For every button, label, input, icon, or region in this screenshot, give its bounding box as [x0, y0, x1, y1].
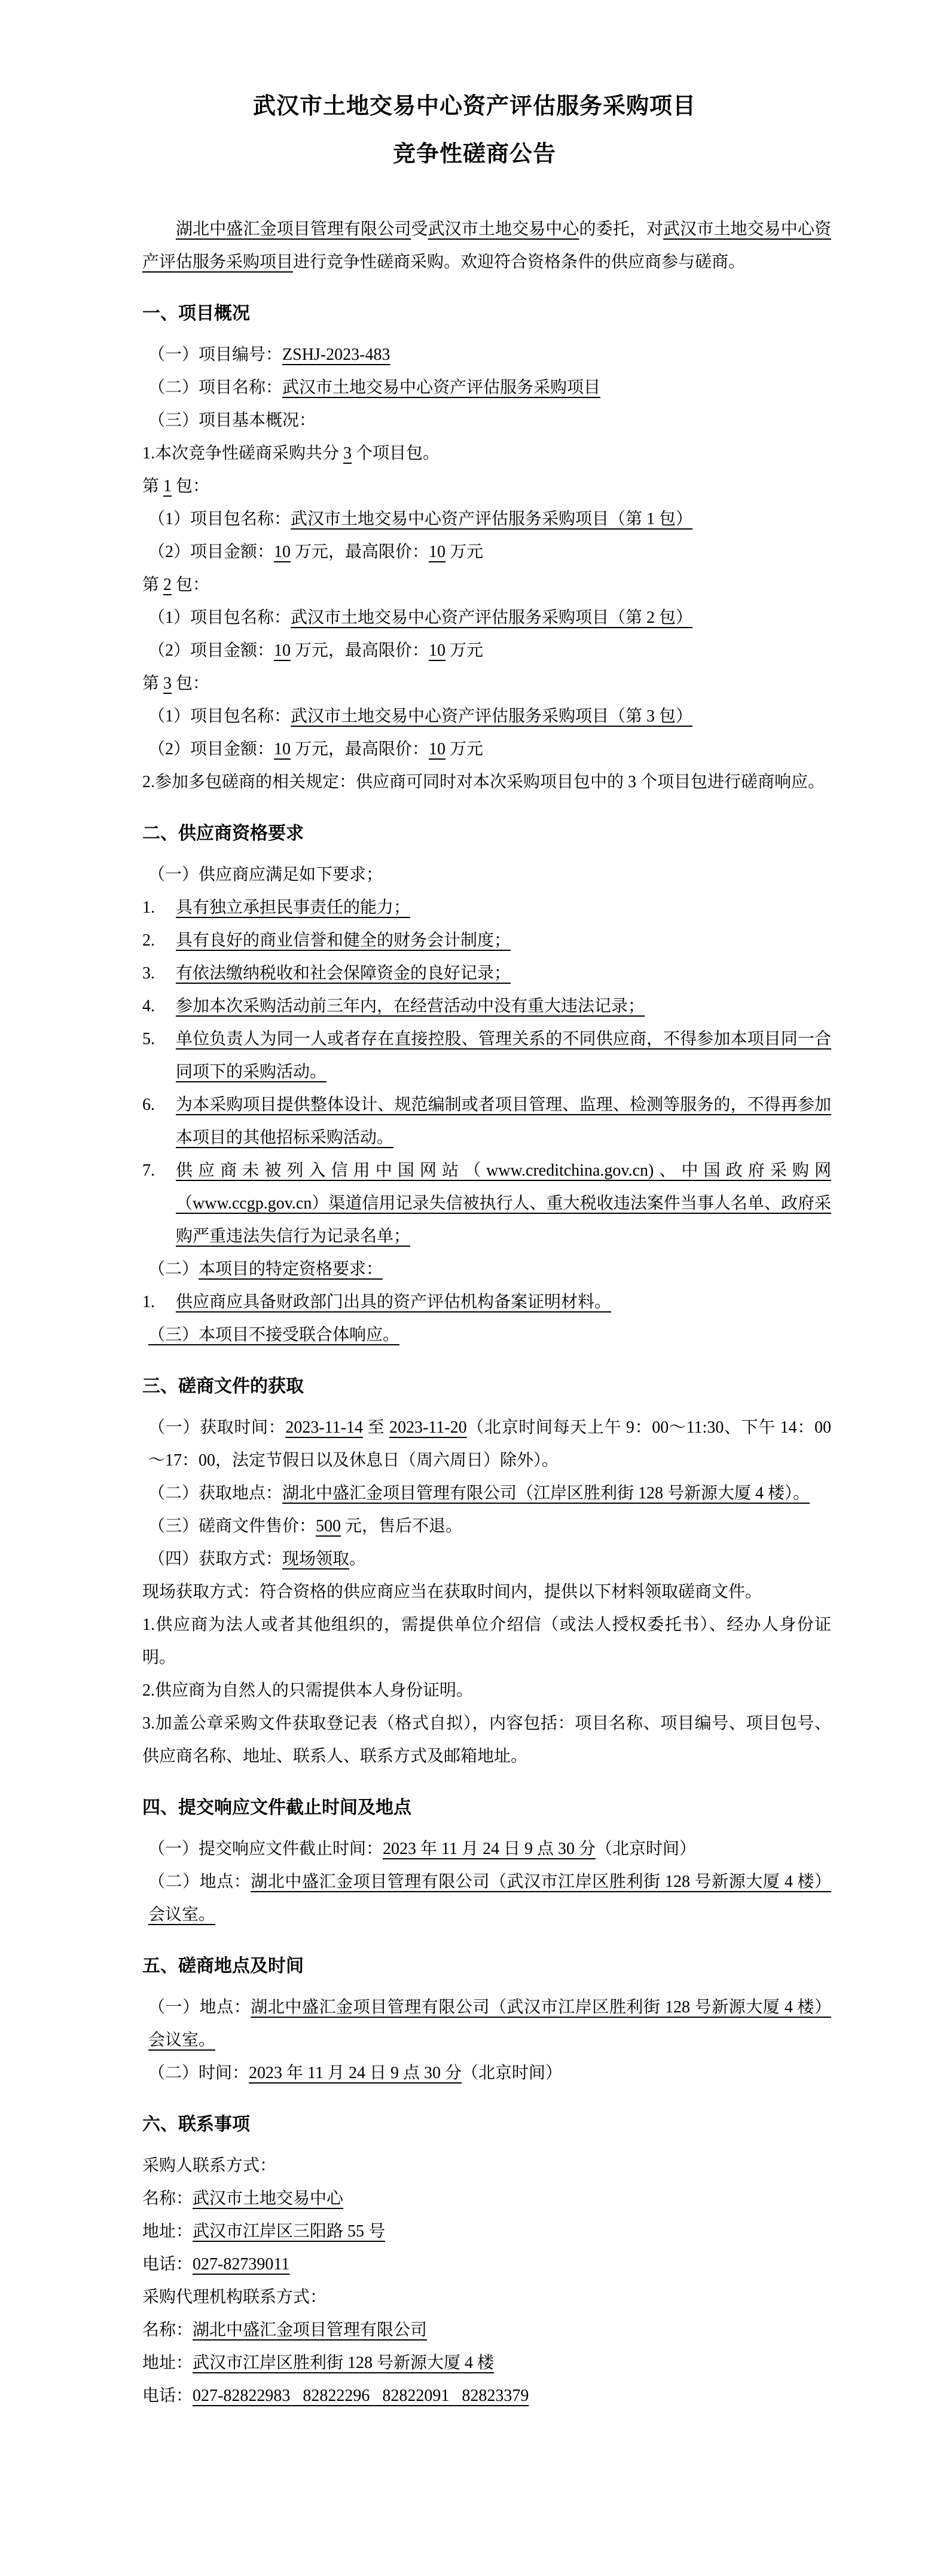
text-segment: 名称：	[142, 2189, 193, 2208]
text-segment: 第	[142, 477, 164, 495]
section-heading	[142, 1370, 831, 1403]
doc-paragraph	[142, 733, 831, 766]
underlined-text: 湖北中盛汇金项目管理有限公司	[176, 220, 411, 238]
doc-paragraph	[142, 601, 831, 634]
text-segment: 第	[142, 674, 164, 693]
underlined-text: 10	[274, 641, 291, 660]
text-segment: 万元	[445, 543, 484, 561]
underlined-text: 武汉市土地交易中心资产评估服务采购项目（第 3 包）	[291, 707, 693, 726]
text-segment: 个项目包。	[352, 444, 440, 463]
list-number: 5.	[142, 1030, 155, 1048]
underlined-text: 参加本次采购活动前三年内，在经营活动中没有重大违法记录；	[176, 997, 645, 1015]
underlined-text: 湖北中盛汇金项目管理有限公司（武汉市江岸区胜利街 128 号新源大厦 4 楼）会议室。	[148, 1873, 831, 1924]
underlined-text: 027-82822983 82822296 82822091 82823379	[193, 2387, 529, 2405]
text-segment: 三、磋商文件的获取	[142, 1376, 304, 1396]
underlined-text: 10	[429, 641, 446, 660]
underlined-text: 10	[429, 543, 446, 561]
doc-paragraph	[142, 2149, 831, 2182]
text-segment: （三）项目基本概况：	[148, 411, 316, 430]
doc-paragraph	[142, 338, 831, 371]
underlined-text: 为本采购项目提供整体设计、规范编制或者项目管理、监理、检测等服务的，不得再参加本项目的其他招标采购活动。	[176, 1096, 831, 1147]
text-segment: 包：	[172, 576, 210, 594]
doc-paragraph	[142, 1674, 831, 1707]
doc-paragraph	[142, 700, 831, 733]
underlined-text: 10	[274, 543, 291, 561]
text-segment: （2）项目金额：	[148, 641, 274, 660]
list-number: 1.	[142, 1293, 155, 1311]
underlined-text: 3	[343, 444, 352, 463]
doc-paragraph	[142, 1411, 831, 1477]
numbered-item	[142, 924, 831, 957]
text-segment: （二）地点：	[148, 1873, 251, 1891]
text-segment: 二、供应商资格要求	[142, 824, 304, 843]
text-segment: （二）时间：	[148, 2064, 249, 2082]
text-segment: （1）项目包名称：	[148, 510, 291, 528]
underlined-text: 供应商未被列入信用中国网站（www.creditchina.gov.cn)、中国政府采购网（www.ccgp.gov.cn）渠道信用记录失信被执行人、重大税收违法案件当事人名单、政府采购严重违法失信行为记录名单；	[176, 1161, 831, 1246]
doc-paragraph	[142, 470, 831, 503]
document-body	[142, 213, 831, 2412]
doc-paragraph	[142, 2346, 831, 2379]
text-segment: 包：	[172, 674, 210, 693]
underlined-text: 本项目的特定资格要求：	[199, 1260, 383, 1278]
text-segment: 3.加盖公章采购文件获取登记表（格式自拟），内容包括：项目名称、项目编号、项目包号、供应商名称、地址、联系人、联系方式及邮箱地址。	[142, 1714, 831, 1766]
text-segment: （二）获取地点：	[148, 1484, 283, 1503]
doc-title-line-2: 竞争性磋商公告	[392, 142, 556, 167]
text-segment: 。	[349, 1550, 367, 1568]
underlined-text: 10	[274, 740, 291, 758]
text-segment: 地址：	[142, 2354, 193, 2372]
text-segment: 采购人联系方式：	[142, 2156, 277, 2175]
doc-paragraph	[142, 568, 831, 601]
doc-paragraph	[142, 2182, 831, 2215]
numbered-item	[142, 891, 831, 924]
underlined-text: 武汉市土地交易中心资产评估服务采购项目	[282, 378, 601, 397]
numbered-item	[142, 1088, 831, 1154]
list-number: 4.	[142, 997, 155, 1015]
underlined-text: 具有良好的商业信誉和健全的财务会计制度；	[176, 931, 511, 950]
section-heading	[142, 1791, 831, 1824]
doc-paragraph	[142, 1707, 831, 1773]
intro-paragraph	[142, 213, 831, 279]
doc-paragraph	[142, 858, 831, 891]
doc-paragraph	[142, 1832, 831, 1865]
text-segment: 电话：	[142, 2255, 193, 2274]
doc-paragraph	[142, 1608, 831, 1674]
underlined-text: 武汉市土地交易中心	[193, 2189, 344, 2208]
list-number: 1.	[142, 898, 155, 917]
doc-paragraph	[142, 1865, 831, 1931]
text-segment: 2.供应商为自然人的只需提供本人身份证明。	[142, 1681, 474, 1700]
list-number: 6.	[142, 1096, 155, 1114]
text-segment: （一）获取时间：	[148, 1418, 286, 1437]
underlined-text: 现场领取	[282, 1550, 350, 1568]
text-segment: 五、磋商地点及时间	[142, 1956, 304, 1976]
doc-paragraph	[142, 1543, 831, 1575]
text-segment: 万元	[445, 641, 484, 660]
text-segment: 名称：	[142, 2321, 193, 2339]
underlined-text: 武汉市江岸区三阳路 55 号	[193, 2222, 386, 2241]
text-segment: 万元，最高限价：	[291, 543, 429, 561]
document-title	[0, 82, 949, 178]
text-segment: 进行竞争性磋商采购。欢迎符合资格条件的供应商参与磋商。	[293, 253, 746, 271]
doc-paragraph	[142, 2281, 831, 2314]
underlined-text: 武汉市土地交易中心	[428, 220, 579, 238]
list-number: 3.	[142, 964, 155, 983]
underlined-text: 3	[163, 674, 172, 693]
underlined-text: 2023 年 11 月 24 日 9 点 30 分	[383, 1840, 596, 1858]
doc-paragraph	[142, 437, 831, 470]
underlined-text: 湖北中盛汇金项目管理有限公司（武汉市江岸区胜利街 128 号新源大厦 4 楼）会议室。	[148, 1998, 831, 2049]
doc-paragraph	[142, 1991, 831, 2057]
doc-paragraph	[142, 2248, 831, 2281]
underlined-text: 武汉市土地交易中心资产评估服务采购项目	[142, 220, 831, 271]
text-segment: （三）磋商文件售价：	[148, 1517, 316, 1535]
underlined-text: 2023-11-14	[285, 1418, 363, 1437]
underlined-text: 2	[163, 576, 172, 594]
text-segment: 采购代理机构联系方式：	[142, 2288, 327, 2306]
text-segment: （一）供应商应满足如下要求；	[148, 865, 383, 884]
text-segment: （二）	[148, 1260, 199, 1278]
doc-paragraph	[142, 667, 831, 700]
text-segment: 受	[411, 220, 428, 238]
underlined-text: （三）本项目不接受联合体响应。	[148, 1326, 400, 1344]
underlined-text: 湖北中盛汇金项目管理有限公司（江岸区胜利街 128 号新源大厦 4 楼）。	[282, 1484, 810, 1503]
text-segment: （2）项目金额：	[148, 543, 274, 561]
underlined-text: 武汉市土地交易中心资产评估服务采购项目（第 1 包）	[291, 510, 693, 528]
numbered-item	[142, 957, 831, 990]
text-segment: 1.本次竞争性磋商采购共分	[142, 444, 344, 463]
section-heading	[142, 1950, 831, 1983]
text-segment: 至	[362, 1418, 389, 1437]
underlined-text: 有依法缴纳税收和社会保障资金的良好记录；	[176, 964, 511, 983]
underlined-text: 供应商应具备财政部门出具的资产评估机构备案证明材料。	[176, 1293, 612, 1311]
text-segment: 第	[142, 576, 164, 594]
underlined-text: 湖北中盛汇金项目管理有限公司	[193, 2321, 428, 2339]
underlined-text: ZSHJ-2023-483	[282, 345, 390, 364]
numbered-item	[142, 1023, 831, 1088]
section-heading	[142, 2108, 831, 2141]
text-segment: 1.供应商为法人或者其他组织的，需提供单位介绍信（或法人授权委托书）、经办人身份证明。	[142, 1616, 831, 1667]
text-segment: 万元	[445, 740, 484, 758]
underlined-text: 武汉市土地交易中心资产评估服务采购项目（第 2 包）	[291, 608, 693, 627]
doc-paragraph	[142, 634, 831, 667]
underlined-text: 武汉市江岸区胜利街 128 号新源大厦 4 楼	[193, 2354, 495, 2372]
underlined-text: 500	[316, 1517, 341, 1535]
doc-paragraph	[142, 2379, 831, 2412]
text-segment: 万元，最高限价：	[291, 641, 429, 660]
text-segment: 六、联系事项	[142, 2115, 250, 2134]
text-segment: 的委托，对	[579, 220, 664, 238]
text-segment: （2）项目金额：	[148, 740, 274, 758]
doc-paragraph	[142, 1510, 831, 1543]
section-heading	[142, 297, 831, 330]
doc-paragraph	[142, 371, 831, 404]
doc-paragraph	[142, 536, 831, 568]
underlined-text: 027-82739011	[193, 2255, 290, 2274]
doc-paragraph	[142, 404, 831, 437]
text-segment: （四）获取方式：	[148, 1550, 283, 1568]
list-number: 2.	[142, 931, 155, 950]
list-number: 7.	[142, 1161, 155, 1180]
numbered-item	[142, 1286, 831, 1318]
text-segment: 包：	[172, 477, 210, 495]
numbered-item	[142, 990, 831, 1023]
text-segment: （北京时间）	[461, 2064, 562, 2082]
text-segment: （一）地点：	[148, 1998, 251, 2017]
underlined-text: 单位负责人为同一人或者存在直接控股、管理关系的不同供应商，不得参加本项目同一合同项下的采购活动。	[176, 1030, 831, 1081]
doc-paragraph	[142, 503, 831, 536]
section-heading	[142, 817, 831, 850]
text-segment: 四、提交响应文件截止时间及地点	[142, 1798, 411, 1818]
doc-paragraph	[142, 1477, 831, 1510]
doc-paragraph	[142, 1253, 831, 1286]
text-segment: （二）项目名称：	[148, 378, 283, 397]
underlined-text: 1	[163, 477, 172, 495]
text-segment: 现场获取方式：符合资格的供应商应当在获取时间内，提供以下材料领取磋商文件。	[142, 1583, 762, 1601]
text-segment: （1）项目包名称：	[148, 707, 291, 726]
text-segment: （1）项目包名称：	[148, 608, 291, 627]
text-segment: （北京时间）	[595, 1840, 696, 1858]
doc-title-line-1: 武汉市土地交易中心资产评估服务采购项目	[252, 94, 696, 119]
text-segment: 万元，最高限价：	[291, 740, 429, 758]
underlined-text: 2023-11-20	[389, 1418, 467, 1437]
text-segment: （北京时间每天上午 9：00～11:30、下午 14：00～17：00，法定节假日以及休息日（周六周日）除外）。	[148, 1418, 831, 1470]
doc-paragraph	[142, 766, 831, 799]
text-segment: 元，售后不退。	[341, 1517, 463, 1535]
underlined-text: 具有独立承担民事责任的能力；	[176, 898, 411, 917]
text-segment: 一、项目概况	[142, 304, 250, 323]
text-segment: （一）项目编号：	[148, 345, 283, 364]
doc-paragraph	[142, 1318, 831, 1351]
doc-paragraph	[142, 2057, 831, 2089]
doc-paragraph	[142, 1575, 831, 1608]
underlined-text: 10	[429, 740, 446, 758]
text-segment: （一）提交响应文件截止时间：	[148, 1840, 383, 1858]
numbered-item	[142, 1154, 831, 1253]
text-segment: 2.参加多包磋商的相关规定：供应商可同时对本次采购项目包中的 3 个项目包进行磋商响应。	[142, 773, 825, 791]
text-segment: 地址：	[142, 2222, 193, 2241]
text-segment: 电话：	[142, 2387, 193, 2405]
doc-paragraph	[142, 2215, 831, 2248]
underlined-text: 2023 年 11 月 24 日 9 点 30 分	[249, 2064, 462, 2082]
doc-paragraph	[142, 2314, 831, 2346]
